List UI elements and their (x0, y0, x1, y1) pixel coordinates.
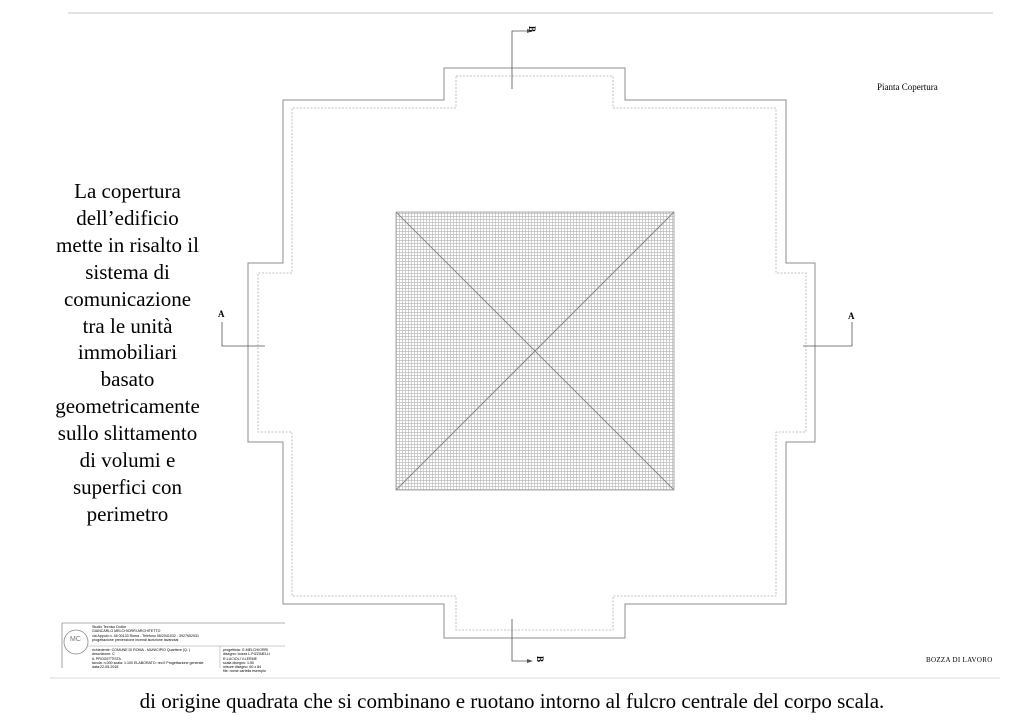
side-caption-line: La copertura (74, 179, 181, 203)
section-line-a-right (803, 322, 852, 346)
section-line-b-top (512, 31, 529, 89)
section-arrow-b-bottom (527, 659, 533, 663)
studio-line: via Appulo n. 48 00133 Roma - Telefono 06/2041032 - 3927652931 (92, 633, 200, 638)
right-line: scala disegno: 1:50 (223, 660, 254, 665)
info-line: richiedente: COMUNE DI ROMA - MUNICIPIO Quartiere (Q. ) (92, 648, 191, 652)
studio-line: Studio Tecnico Dottor (92, 625, 127, 629)
studio-line: progettazione prevenzione incendi iscrizione tavanotai (92, 637, 179, 642)
side-caption-line: basato (100, 367, 155, 392)
title-block-right (223, 648, 270, 674)
side-caption-line: immobiliari (77, 340, 178, 365)
sheet-title: Pianta Copertura (877, 82, 938, 92)
side-caption-line: mette in risalto il (56, 232, 199, 257)
section-label-b-top: B (527, 26, 537, 33)
section-label-a-left: A (218, 309, 225, 319)
side-caption-line: sullo slittamento (57, 421, 198, 446)
bottom-caption: di origine quadrata che si combinano e ruotano intorno al fulcro centrale del corpo scala. (139, 689, 885, 713)
right-line: progettista: G.MELCHIORRI (223, 648, 269, 652)
draft-status-label: BOZZA DI LAVORO (926, 656, 993, 664)
section-label-b-bottom: B (535, 656, 545, 663)
info-line: tavola: n.000 scala: 1:100 ELABORATO: rev.0 Progettazione generale (92, 660, 204, 665)
info-line: data:22-05-2018 (92, 665, 119, 670)
side-caption-line: geometricamente (55, 394, 200, 419)
side-caption-line: comunicazione (63, 286, 192, 311)
title-block-info (92, 648, 203, 669)
right-line: disegno: bozza L.PIZZINELLI (223, 652, 270, 657)
side-caption-line: perimetro (86, 501, 169, 526)
info-line: descrizione: C (92, 652, 115, 657)
right-line: R.LUCIOLI V.LERME (223, 656, 258, 661)
side-caption-line: dell’edificio (76, 205, 179, 230)
title-block-studio (92, 625, 199, 642)
studio-line: GIANCARLO MELCHIORRI ARCHITETTO (92, 629, 161, 634)
side-caption-line: tra le unità (82, 313, 173, 338)
side-caption-line: sistema di (85, 259, 170, 284)
section-line-b-bottom (512, 619, 529, 661)
right-line: misure disegno: 60 x 84 (223, 665, 262, 670)
right-line: file: nome cartella esempio (223, 669, 266, 674)
info-line: IL PROGETTISTA (92, 656, 121, 661)
section-label-a-right: A (848, 311, 855, 321)
side-caption-line: superfici con (72, 474, 183, 499)
title-block-logo: MC (70, 636, 81, 643)
side-caption (20, 178, 235, 528)
side-caption-line: di volumi e (79, 448, 176, 473)
